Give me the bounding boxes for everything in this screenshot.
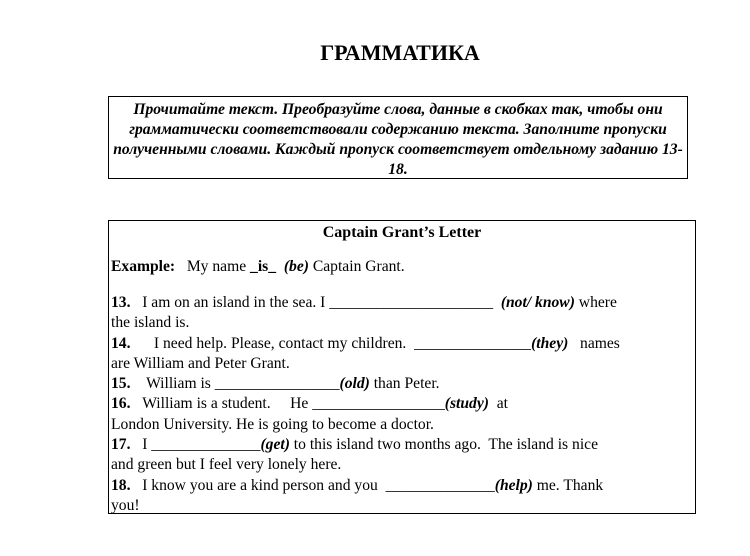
item-text: names [580,334,620,352]
task-title: Captain Grant’s Letter [322,224,482,241]
item-number: 14. [111,334,131,352]
item-18-continued: you! [111,496,140,514]
item-text: at [488,395,509,413]
item-14-continued: are William and Peter Grant. [111,354,290,372]
example-line [111,258,405,276]
word-hint: (get) [260,436,290,454]
item-text: William is a student. He [142,395,313,413]
example-answer: _is_ [250,258,277,275]
instruction-box: Прочитайте текст. Преобразуйте слова, данные в скобках так, чтобы они грамматически соответствовали содержанию текста. Заполните пропуски полученными словами. Каждый пропуск соответствует отдельному заданию 13-18. [108,96,688,179]
item-text: me. Thank [532,476,604,494]
item-14 [111,334,691,354]
item-text: I know you are a kind person and you [142,476,386,494]
item-number: 15. [111,375,131,393]
item-17-continued: and green but I feel very lonely here. [111,456,342,474]
item-number: 16. [111,395,131,413]
answer-blank[interactable]: _______________ [414,334,532,352]
item-text: I am on an island in the sea. I [142,294,330,311]
example-label: Example: [111,258,176,275]
item-16 [111,394,691,414]
item-text: I need help. Please, contact my children. [153,334,415,352]
answer-blank[interactable]: _________________ [312,395,445,413]
answer-blank[interactable]: ______________ [385,476,495,494]
answer-blank[interactable]: ______________ [151,436,261,454]
item-17 [111,435,691,455]
item-number: 18. [111,476,131,494]
word-hint: (study) [444,395,489,413]
task-box [108,220,696,514]
item-text: where [574,294,617,311]
word-hint: (help) [494,476,533,494]
item-16-continued: London University. He is going to become a doctor. [111,415,434,433]
example-text: My name [186,258,251,275]
item-text: William is [146,375,215,393]
item-number: 13. [111,294,131,311]
item-number: 17. [111,436,131,454]
item-13-continued: the island is. [111,314,190,332]
answer-blank[interactable]: ________________ [214,375,340,393]
example-after: Captain Grant. [312,258,405,275]
item-text: to this island two months ago. The island is nice [289,436,598,454]
item-13 [111,293,691,313]
item-text: than Peter. [369,375,440,393]
task-items [111,293,691,516]
page-title: ГРАММАТИКА [320,40,480,65]
answer-blank[interactable]: _____________________ [329,294,494,311]
item-text: I [142,436,152,454]
item-15 [111,374,691,394]
example-hint: (be) [283,258,309,275]
word-hint: (they) [531,334,569,352]
word-hint: (old) [339,375,370,393]
item-18 [111,476,691,496]
word-hint: (not/ know) [500,294,575,311]
